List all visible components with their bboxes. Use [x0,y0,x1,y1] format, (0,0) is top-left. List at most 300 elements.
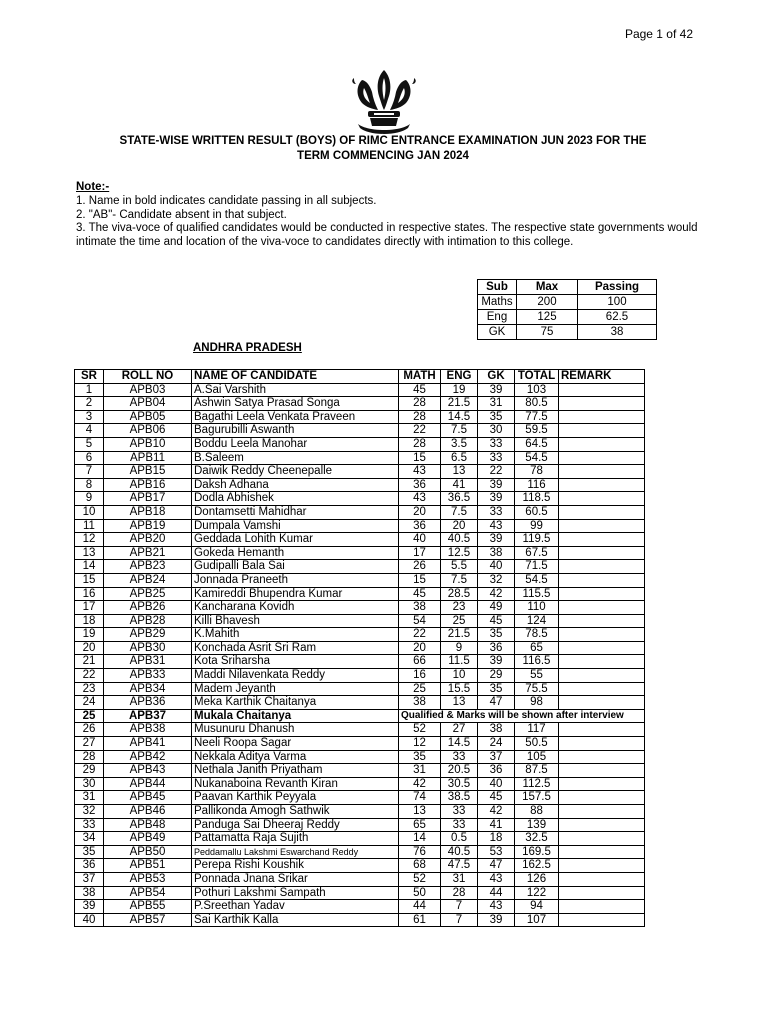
cell-eng: 7 [441,913,478,927]
cell-remark [559,723,645,737]
cell-math: 28 [399,437,441,451]
cell-total: 115.5 [515,587,559,601]
cell-total: 64.5 [515,437,559,451]
cell-name: Musunuru Dhanush [192,723,399,737]
col-sr: SR [75,370,104,384]
cell-eng: 14.5 [441,737,478,751]
cell-sr: 18 [75,614,104,628]
table-row [75,818,645,832]
cell-sr: 25 [75,709,104,723]
cell-sr: 8 [75,478,104,492]
cell-sr: 12 [75,533,104,547]
cell-name: Paavan Karthik Peyyala [192,791,399,805]
cell-sr: 30 [75,777,104,791]
cell-name: Boddu Leela Manohar [192,437,399,451]
cell-gk: 35 [478,628,515,642]
results-header-row [75,370,645,384]
cell-eng: 7.5 [441,573,478,587]
cell-remark [559,505,645,519]
cell-remark [559,872,645,886]
cell-total: 117 [515,723,559,737]
cell-total: 88 [515,805,559,819]
cell-name: Meka Karthik Chaitanya [192,696,399,710]
cell-eng: 28.5 [441,587,478,601]
cell-math: 13 [399,805,441,819]
cell-math: 52 [399,723,441,737]
cell-roll: APB50 [104,845,192,859]
cell-total: 99 [515,519,559,533]
cell-gk: 40 [478,777,515,791]
cell-roll: APB26 [104,601,192,615]
cell-roll: APB54 [104,886,192,900]
cell-roll: APB06 [104,424,192,438]
cell-sr: 2 [75,397,104,411]
cell-gk: 39 [478,533,515,547]
cell-total: 110 [515,601,559,615]
col-sub: Sub [478,280,517,295]
cell-eng: 23 [441,601,478,615]
cell-total: 87.5 [515,764,559,778]
cell-math: 36 [399,519,441,533]
cell-remark [559,451,645,465]
cell-name: Pallikonda Amogh Sathwik [192,805,399,819]
cell-remark [559,791,645,805]
cell-math: 43 [399,492,441,506]
cell-remark [559,424,645,438]
cell-total: 116 [515,478,559,492]
table-row [75,913,645,927]
cell-gk: 49 [478,601,515,615]
cell-sr: 33 [75,818,104,832]
cell-sr: 3 [75,410,104,424]
cell-eng: 12.5 [441,546,478,560]
cell-gk: 35 [478,410,515,424]
cell-total: 124 [515,614,559,628]
cell-sr: 21 [75,655,104,669]
cell-remark [559,750,645,764]
state-heading: ANDHRA PRADESH [193,342,302,354]
cell-remark [559,397,645,411]
table-row [75,410,645,424]
cell-roll: APB16 [104,478,192,492]
cell-math: 35 [399,750,441,764]
table-row [75,478,645,492]
table-row [75,492,645,506]
cell-name: B.Saleem [192,451,399,465]
cell-total: 75.5 [515,682,559,696]
cell-total: 118.5 [515,492,559,506]
cell-sr: 17 [75,601,104,615]
cell-total: 98 [515,696,559,710]
cell-total: 105 [515,750,559,764]
table-row [75,791,645,805]
cell-name: Dontamsetti Mahidhar [192,505,399,519]
cell-gk: 37 [478,750,515,764]
table-row [75,832,645,846]
table-row [75,900,645,914]
cell-total: 55 [515,669,559,683]
cell-gk: 39 [478,913,515,927]
cell-gk: 24 [478,737,515,751]
cell-gk: 33 [478,505,515,519]
cell-gk: 30 [478,424,515,438]
cell-roll: APB29 [104,628,192,642]
cell-gk: 36 [478,641,515,655]
cell-sr: 39 [75,900,104,914]
cell-roll: APB31 [104,655,192,669]
cell-eng: 40.5 [441,845,478,859]
table-row [75,505,645,519]
cell-name: Konchada Asrit Sri Ram [192,641,399,655]
cell-sr: 1 [75,383,104,397]
cell-total: 77.5 [515,410,559,424]
cell-remark [559,628,645,642]
cell: 75 [517,325,578,340]
cell-eng: 20.5 [441,764,478,778]
cell-name: Nukanaboina Revanth Kiran [192,777,399,791]
cell-gk: 45 [478,791,515,805]
cell-sr: 4 [75,424,104,438]
cell-sr: 28 [75,750,104,764]
cell-math: 40 [399,533,441,547]
cell-total: 50.5 [515,737,559,751]
cell-gk: 53 [478,845,515,859]
cell-math: 15 [399,451,441,465]
table-row [75,587,645,601]
cell-qualified: Qualified & Marks will be shown after interview [399,709,645,723]
cell-eng: 27 [441,723,478,737]
cell-math: 22 [399,628,441,642]
cell-remark [559,655,645,669]
cell-eng: 14.5 [441,410,478,424]
cell-gk: 43 [478,900,515,914]
cell-roll: APB55 [104,900,192,914]
cell-sr: 23 [75,682,104,696]
cell-name: Kota Sriharsha [192,655,399,669]
cell-math: 45 [399,383,441,397]
cell-roll: APB48 [104,818,192,832]
cell-gk: 39 [478,478,515,492]
cell: GK [478,325,517,340]
note-3: 3. The viva-voce of qualified candidates would be conducted in respective states. The respective state governments would intimate the time and location of the viva-voce to candidates directly with intimation to this college. [76,222,698,249]
cell: 38 [578,325,657,340]
cell-name: Killi Bhavesh [192,614,399,628]
cell: 62.5 [578,310,657,325]
cell-remark [559,573,645,587]
cell-remark [559,682,645,696]
cell-math: 45 [399,587,441,601]
table-row [75,886,645,900]
cell-eng: 21.5 [441,628,478,642]
cell-name: Madem Jeyanth [192,682,399,696]
cell-eng: 0.5 [441,832,478,846]
cell-eng: 11.5 [441,655,478,669]
cell-total: 78.5 [515,628,559,642]
page-indicator: Page 1 of 42 [624,27,693,41]
cell-sr: 40 [75,913,104,927]
cell-name: Kamireddi Bhupendra Kumar [192,587,399,601]
cell-gk: 38 [478,546,515,560]
table-row [75,872,645,886]
cell-math: 14 [399,832,441,846]
cell-eng: 33 [441,818,478,832]
cell-math: 22 [399,424,441,438]
cell-name: Dumpala Vamshi [192,519,399,533]
cell-remark [559,777,645,791]
cell-total: 54.5 [515,573,559,587]
cell-roll: APB24 [104,573,192,587]
cell-roll: APB33 [104,669,192,683]
cell-name: Jonnada Praneeth [192,573,399,587]
cell-sr: 13 [75,546,104,560]
cell-remark [559,859,645,873]
table-row [75,709,645,723]
cell-roll: APB43 [104,764,192,778]
cell-total: 65 [515,641,559,655]
table-row [75,655,645,669]
cell-math: 28 [399,397,441,411]
cell-math: 76 [399,845,441,859]
cell-eng: 7.5 [441,424,478,438]
cell-sr: 11 [75,519,104,533]
cell-remark [559,383,645,397]
cell-total: 119.5 [515,533,559,547]
cell-name: Panduga Sai Dheeraj Reddy [192,818,399,832]
cell-sr: 9 [75,492,104,506]
cell-gk: 42 [478,587,515,601]
cell-name: Gokeda Hemanth [192,546,399,560]
table-row [75,845,645,859]
cell-remark [559,641,645,655]
cell-eng: 5.5 [441,560,478,574]
cell-eng: 33 [441,750,478,764]
table-row [75,777,645,791]
cell-eng: 21.5 [441,397,478,411]
cell-roll: APB17 [104,492,192,506]
prince-of-wales-feathers-crest-icon [348,66,420,136]
cell-total: 67.5 [515,546,559,560]
cell-eng: 15.5 [441,682,478,696]
cell-gk: 39 [478,655,515,669]
cell-remark [559,845,645,859]
cell-sr: 31 [75,791,104,805]
table-row [75,601,645,615]
cell-eng: 7.5 [441,505,478,519]
cell: 125 [517,310,578,325]
passing-marks-header-row [478,280,657,295]
table-row [75,805,645,819]
cell-remark [559,492,645,506]
table-row [75,682,645,696]
cell-sr: 15 [75,573,104,587]
cell-eng: 25 [441,614,478,628]
cell-math: 61 [399,913,441,927]
cell-roll: APB37 [104,709,192,723]
cell-total: 107 [515,913,559,927]
results-table [74,369,645,927]
note-2: 2. "AB"- Candidate absent in that subject. [76,208,287,221]
cell-gk: 40 [478,560,515,574]
cell-eng: 20 [441,519,478,533]
table-row [75,669,645,683]
cell-roll: APB11 [104,451,192,465]
cell-remark [559,546,645,560]
cell-total: 71.5 [515,560,559,574]
cell: Eng [478,310,517,325]
cell-remark [559,533,645,547]
table-row [75,424,645,438]
cell-roll: APB18 [104,505,192,519]
cell-name: Perepa Rishi Koushik [192,859,399,873]
cell-name: Bagurubilli Aswanth [192,424,399,438]
title-line-2: TERM COMMENCING JAN 2024 [297,150,469,162]
passing-marks-table [477,279,657,340]
cell-name: Gudipalli Bala Sai [192,560,399,574]
table-row [75,859,645,873]
cell-sr: 14 [75,560,104,574]
col-gk: GK [478,370,515,384]
cell-name: A.Sai Varshith [192,383,399,397]
notes-section [76,181,706,250]
table-row [75,397,645,411]
cell-remark [559,587,645,601]
cell-name: Pattamatta Raja Sujith [192,832,399,846]
cell-math: 25 [399,682,441,696]
cell-remark [559,886,645,900]
cell-total: 122 [515,886,559,900]
cell-remark [559,437,645,451]
cell-remark [559,519,645,533]
table-row [75,465,645,479]
cell-eng: 33 [441,805,478,819]
cell-eng: 38.5 [441,791,478,805]
cell-name: Sai Karthik Kalla [192,913,399,927]
cell-remark [559,696,645,710]
cell-sr: 36 [75,859,104,873]
col-passing: Passing [578,280,657,295]
cell-sr: 6 [75,451,104,465]
table-row [75,533,645,547]
cell-name: Ashwin Satya Prasad Songa [192,397,399,411]
cell-eng: 40.5 [441,533,478,547]
cell-total: 60.5 [515,505,559,519]
cell-remark [559,478,645,492]
cell-gk: 33 [478,437,515,451]
cell-roll: APB03 [104,383,192,397]
cell-roll: APB05 [104,410,192,424]
cell-gk: 36 [478,764,515,778]
cell-roll: APB51 [104,859,192,873]
passing-marks-row [478,310,657,325]
cell-total: 162.5 [515,859,559,873]
cell-remark [559,764,645,778]
cell-sr: 7 [75,465,104,479]
cell-name: Nekkala Aditya Varma [192,750,399,764]
cell-remark [559,818,645,832]
cell-math: 31 [399,764,441,778]
cell-sr: 5 [75,437,104,451]
col-math: MATH [399,370,441,384]
cell-name: Geddada Lohith Kumar [192,533,399,547]
cell-roll: APB20 [104,533,192,547]
cell-math: 38 [399,696,441,710]
title-line-1: STATE-WISE WRITTEN RESULT (BOYS) OF RIMC ENTRANCE EXAMINATION JUN 2023 FOR THE [119,135,647,147]
cell-gk: 39 [478,383,515,397]
cell-math: 20 [399,505,441,519]
table-row [75,546,645,560]
cell-roll: APB46 [104,805,192,819]
cell-roll: APB10 [104,437,192,451]
notes-heading: Note:- [76,181,110,193]
cell-name: P.Sreethan Yadav [192,900,399,914]
table-row [75,573,645,587]
cell-name: K.Mahith [192,628,399,642]
cell-eng: 13 [441,696,478,710]
document-title [60,134,706,164]
cell-math: 26 [399,560,441,574]
cell-total: 157.5 [515,791,559,805]
table-row [75,628,645,642]
cell-sr: 37 [75,872,104,886]
cell-roll: APB42 [104,750,192,764]
cell-gk: 22 [478,465,515,479]
col-total: TOTAL [515,370,559,384]
cell-name: Dodla Abhishek [192,492,399,506]
cell-sr: 27 [75,737,104,751]
cell-total: 59.5 [515,424,559,438]
cell-remark [559,737,645,751]
table-row [75,764,645,778]
cell-math: 50 [399,886,441,900]
cell-name: Kancharana Kovidh [192,601,399,615]
cell-remark [559,410,645,424]
cell-total: 80.5 [515,397,559,411]
cell-math: 52 [399,872,441,886]
cell-math: 43 [399,465,441,479]
cell-roll: APB30 [104,641,192,655]
cell-total: 32.5 [515,832,559,846]
cell-remark [559,805,645,819]
table-row [75,641,645,655]
results-body [75,383,645,927]
cell-gk: 44 [478,886,515,900]
cell-eng: 7 [441,900,478,914]
table-row [75,723,645,737]
cell-total: 169.5 [515,845,559,859]
cell-total: 112.5 [515,777,559,791]
cell-sr: 24 [75,696,104,710]
cell-math: 42 [399,777,441,791]
cell-remark [559,669,645,683]
cell-sr: 26 [75,723,104,737]
cell-roll: APB25 [104,587,192,601]
cell-roll: APB49 [104,832,192,846]
passing-marks-row [478,325,657,340]
cell-total: 54.5 [515,451,559,465]
cell-roll: APB28 [104,614,192,628]
cell-eng: 10 [441,669,478,683]
cell-sr: 10 [75,505,104,519]
cell-roll: APB38 [104,723,192,737]
cell-sr: 20 [75,641,104,655]
cell-math: 36 [399,478,441,492]
cell-gk: 32 [478,573,515,587]
passing-marks-row [478,295,657,310]
cell-name: Nethala Janith Priyatham [192,764,399,778]
cell-eng: 41 [441,478,478,492]
cell-gk: 47 [478,696,515,710]
cell-gk: 47 [478,859,515,873]
